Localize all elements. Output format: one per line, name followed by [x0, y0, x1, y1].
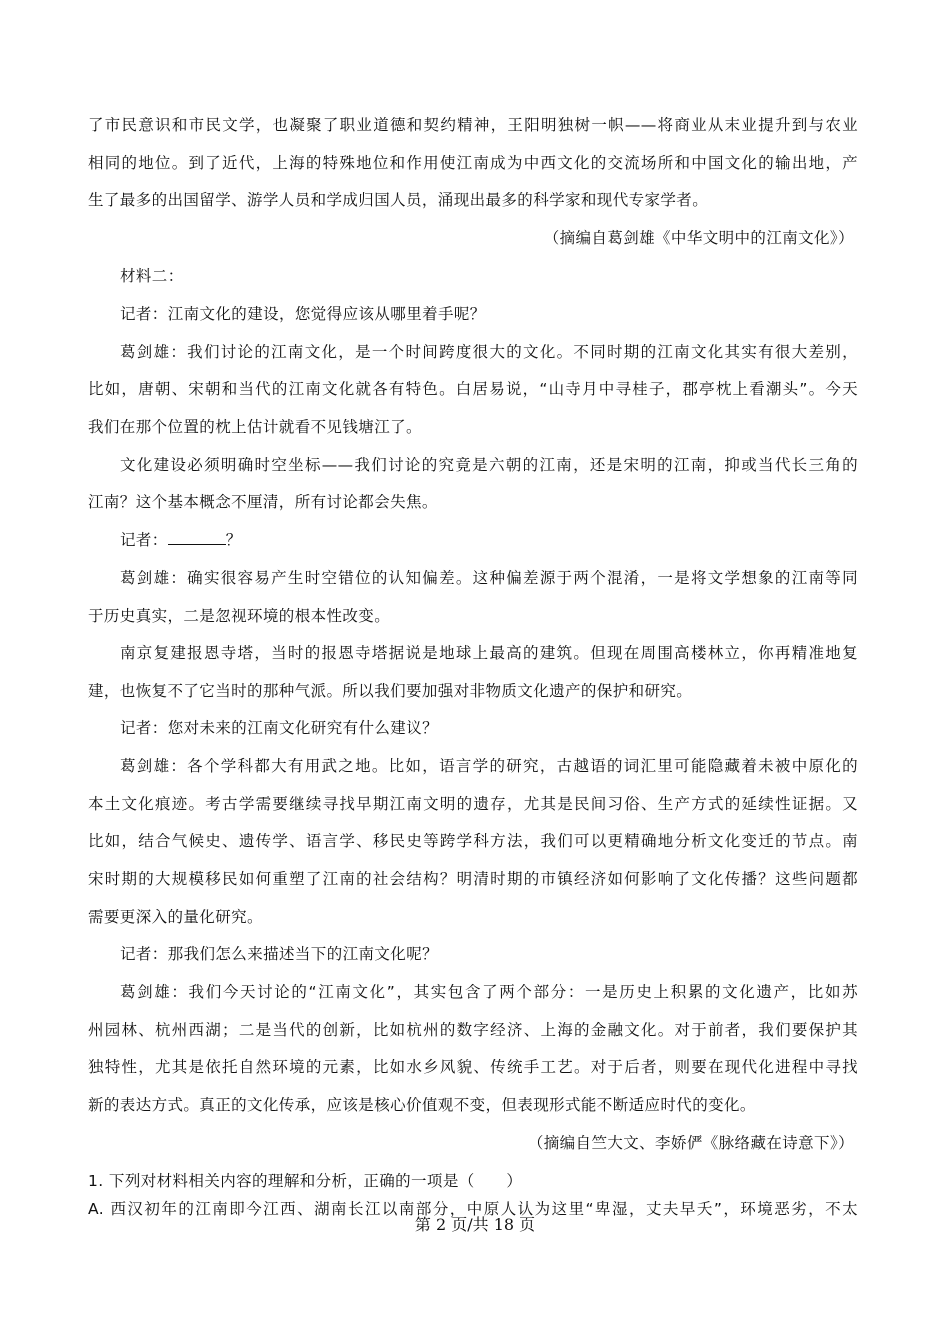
answer-3-line-2: 本土文化痕迹。考古学需要继续寻找早期江南文明的遗存，尤其是民间习俗、生产方式的延续性证据。又 [88, 795, 858, 813]
answer-1b-line-1: 文化建设必须明确时空坐标——我们讨论的究竟是六朝的江南，还是宋明的江南，抑或当代长三角的 [120, 456, 858, 474]
material1-line-2: 相同的地位。到了近代，上海的特殊地位和作用使江南成为中西文化的交流场所和中国文化的输出地，产 [88, 154, 858, 172]
material2-source: （摘编自竺大文、李娇俨《脉络藏在诗意下》） [527, 1134, 854, 1152]
answer-3-line-4: 宋时期的大规模移民如何重塑了江南的社会结构？明清时期的市镇经济如何影响了文化传播？这些问题都 [88, 870, 858, 888]
answer-1b-line-2: 江南？这个基本概念不厘清，所有讨论都会失焦。 [88, 493, 438, 511]
answer-3-line-1: 葛剑雄：各个学科都大有用武之地。比如，语言学的研究，古越语的词汇里可能隐藏着未被中原化的 [120, 757, 858, 775]
material1-source: （摘编自葛剑雄《中华文明中的江南文化》） [543, 229, 854, 247]
answer-2b-line-1: 南京复建报恩寺塔，当时的报恩寺塔据说是地球上最高的建筑。但现在周围高楼林立，你再精准地复 [120, 644, 858, 662]
material2-heading: 材料二： [120, 267, 184, 285]
reporter-question-3: 记者：您对未来的江南文化研究有什么建议？ [120, 719, 439, 737]
reporter-question-4: 记者：那我们怎么来描述当下的江南文化呢？ [120, 945, 439, 963]
page-footer: 第 2 页/共 18 页 [414, 1215, 536, 1234]
answer-3-line-5: 需要更深入的量化研究。 [88, 908, 263, 926]
answer-1-line-2: 比如，唐朝、宋朝和当代的江南文化就各有特色。白居易说，“山寺月中寻桂子，郡亭枕上看潮头”。今天 [88, 380, 858, 398]
answer-1-line-3: 我们在那个位置的枕上估计就看不见钱塘江了。 [88, 418, 422, 436]
question-mark: ？ [225, 531, 242, 549]
answer-2b-line-2: 建，也恢复不了它当时的那种气派。所以我们要加强对非物质文化遗产的保护和研究。 [88, 682, 693, 700]
question-option-a: A. 西汉初年的江南即今江西、湖南长江以南部分，中原人认为这里“卑湿，丈夫早夭”，环境恶劣，不太 [88, 1200, 858, 1218]
answer-4-line-4: 新的表达方式。真正的文化传承，应该是核心价值观不变，但表现形式能不断适应时代的变化。 [88, 1096, 756, 1114]
answer-2-line-1: 葛剑雄：确实很容易产生时空错位的认知偏差。这种偏差源于两个混淆，一是将文学想象的江南等同 [120, 569, 858, 587]
answer-blank[interactable] [168, 530, 226, 545]
answer-4-line-1: 葛剑雄：我们今天讨论的“江南文化”，其实包含了两个部分：一是历史上积累的文化遗产，比如苏 [120, 983, 858, 1001]
answer-3-line-3: 比如，结合气候史、遗传学、语言学、移民史等跨学科方法，我们可以更精确地分析文化变迁的节点。南 [88, 832, 858, 850]
material1-line-1: 了市民意识和市民文学，也凝聚了职业道德和契约精神，王阳明独树一帜——将商业从末业提升到与农业 [88, 116, 858, 134]
question-stem: 1. 下列对材料相关内容的理解和分析，正确的一项是（ ） [88, 1172, 523, 1190]
material1-line-3: 生了最多的出国留学、游学人员和学成归国人员，涌现出最多的科学家和现代专家学者。 [88, 191, 709, 209]
answer-1-line-1: 葛剑雄：我们讨论的江南文化，是一个时间跨度很大的文化。不同时期的江南文化其实有很大差别， [120, 343, 858, 361]
reporter-label: 记者： [120, 531, 168, 549]
answer-2-line-2: 于历史真实，二是忽视环境的根本性改变。 [88, 607, 391, 625]
reporter-question-blank [120, 530, 242, 550]
answer-4-line-3: 独特性，尤其是依托自然环境的元素，比如水乡风貌、传统手工艺。对于后者，则要在现代化进程中寻找 [88, 1058, 858, 1076]
reporter-question-1: 记者：江南文化的建设，您觉得应该从哪里着手呢？ [120, 305, 486, 323]
answer-4-line-2: 州园林、杭州西湖；二是当代的创新，比如杭州的数字经济、上海的金融文化。对于前者，我们要保护其 [88, 1021, 858, 1039]
